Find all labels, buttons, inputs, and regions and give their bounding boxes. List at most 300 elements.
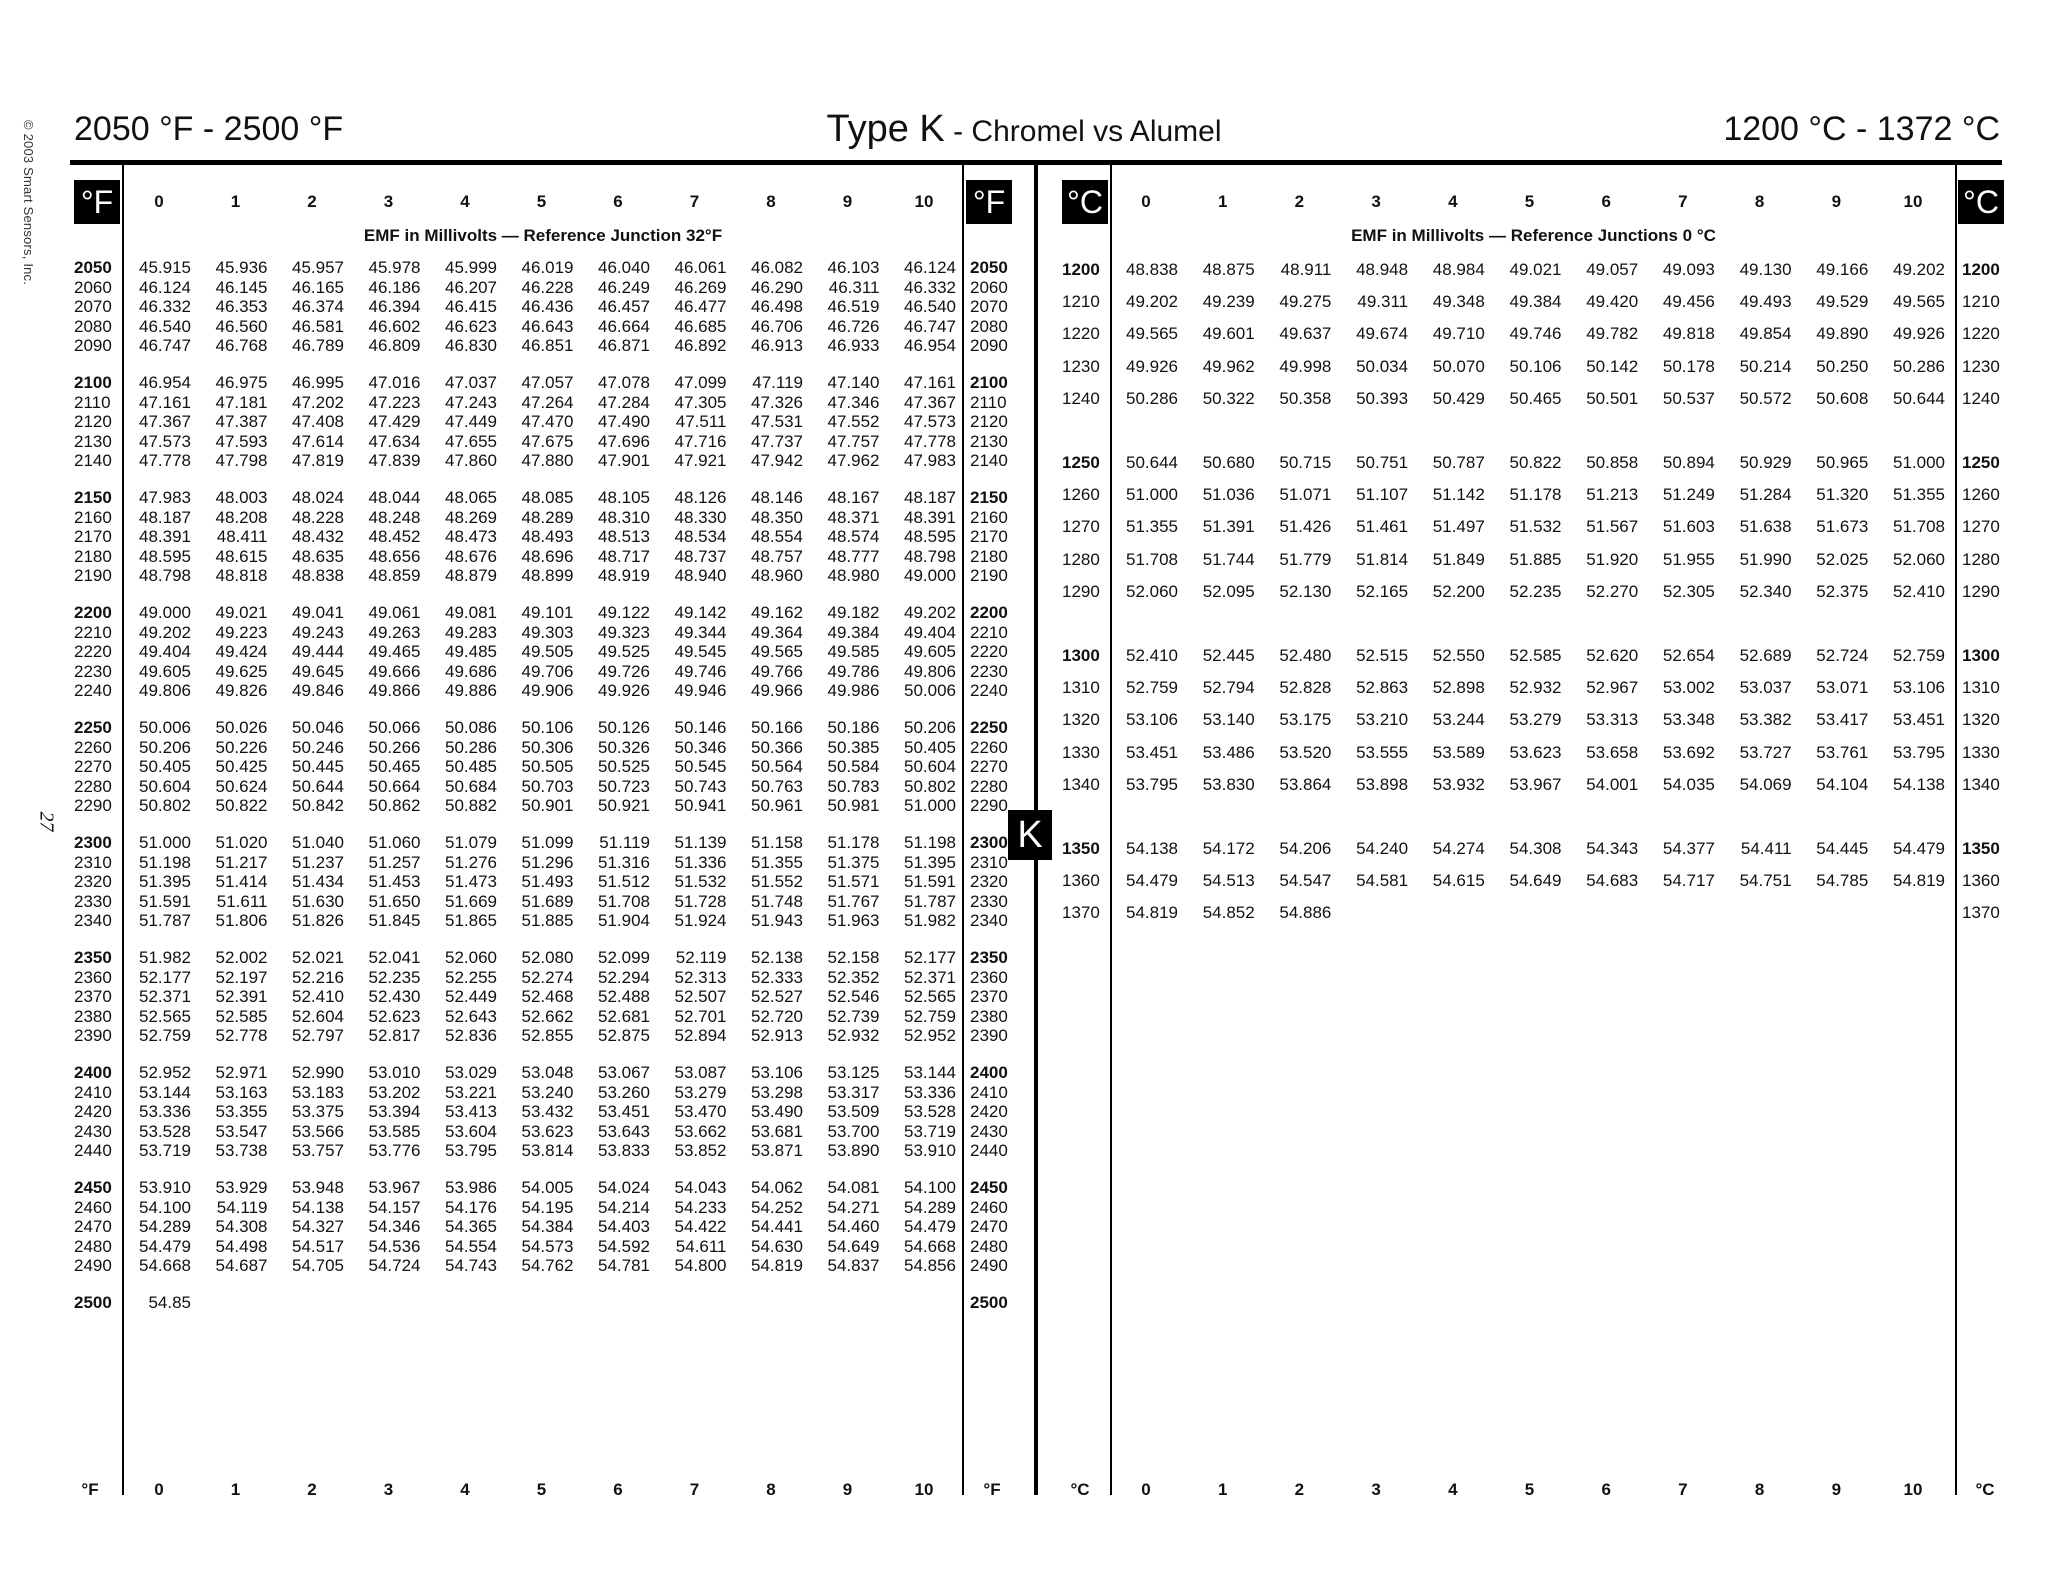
f-data-cell: 47.716	[674, 431, 727, 451]
f-row-label-left: 2270	[74, 757, 112, 777]
c-column-header: 7	[1678, 192, 1688, 211]
f-row-label-right: 2280	[970, 776, 1008, 796]
f-data-cell: 50.266	[368, 737, 421, 757]
c-data-cell: 50.787	[1432, 453, 1485, 472]
f-column-footer: 10	[914, 1480, 934, 1499]
fahrenheit-range-title: 2050 °F - 2500 °F	[74, 110, 344, 148]
f-data-cell: 50.405	[904, 737, 956, 757]
f-data-cell: 52.952	[904, 1026, 956, 1046]
f-data-cell: 47.593	[215, 431, 268, 451]
c-data-cell: 51.426	[1279, 517, 1332, 537]
f-data-cell: 48.432	[292, 527, 344, 547]
f-data-cell: 54.705	[292, 1256, 344, 1276]
f-data-cell: 49.000	[904, 566, 956, 586]
c-data-cell: 52.200	[1432, 581, 1485, 601]
f-data-cell: 46.623	[445, 316, 497, 336]
f-data-cell: 51.552	[751, 872, 803, 892]
c-column-footer: 4	[1448, 1480, 1458, 1499]
f-data-cell: 47.181	[215, 392, 268, 412]
c-row-label-right: 1200	[1962, 260, 2000, 279]
f-data-cell: 54.649	[827, 1236, 880, 1256]
f-data-cell: 53.144	[139, 1082, 191, 1102]
c-data-cell: 54.785	[1816, 871, 1869, 891]
f-data-cell: 53.221	[445, 1082, 497, 1102]
f-row-label-right: 2300	[970, 833, 1008, 852]
f-data-cell: 54.479	[904, 1217, 956, 1237]
c-data-cell: 53.692	[1662, 742, 1715, 762]
c-data-cell: 49.275	[1279, 292, 1332, 312]
f-data-cell: 48.452	[368, 527, 421, 547]
f-data-cell: 53.336	[904, 1082, 956, 1102]
f-row-label-left: 2460	[74, 1197, 112, 1217]
c-data-cell: 54.479	[1126, 871, 1178, 891]
f-data-cell: 46.477	[674, 297, 727, 317]
f-data-cell: 47.490	[598, 412, 650, 432]
f-data-cell: 54.327	[292, 1217, 344, 1237]
f-data-cell: 48.350	[751, 507, 803, 527]
f-data-cell: 51.079	[445, 833, 497, 852]
f-data-cell: 50.545	[674, 757, 727, 777]
f-data-cell: 52.177	[139, 967, 191, 987]
c-row-label-right: 1300	[1962, 646, 2000, 665]
f-data-cell: 46.124	[139, 277, 191, 297]
c-column-footer: 9	[1831, 1480, 1842, 1499]
c-data-cell: 49.021	[1509, 260, 1562, 279]
f-data-cell: 53.240	[521, 1082, 574, 1102]
c-data-cell: 51.249	[1662, 485, 1715, 505]
f-data-cell: 52.797	[292, 1026, 344, 1046]
f-data-cell: 54.214	[598, 1197, 650, 1217]
f-data-cell: 46.995	[292, 373, 344, 392]
f-data-cell: 51.178	[827, 833, 880, 852]
fahrenheit-footer-right: °F	[983, 1480, 1001, 1499]
f-data-cell: 46.768	[215, 336, 268, 356]
f-data-cell: 47.511	[675, 412, 727, 432]
c-data-cell: 50.034	[1356, 356, 1409, 376]
c-data-cell: 54.377	[1662, 839, 1715, 858]
c-row-label-right: 1220	[1962, 324, 2000, 344]
f-data-cell: 49.485	[445, 642, 497, 662]
f-data-cell: 52.681	[598, 1006, 650, 1026]
f-data-cell: 48.310	[598, 507, 650, 527]
c-data-cell: 51.779	[1279, 549, 1332, 569]
f-data-cell: 49.585	[827, 642, 880, 662]
f-data-cell: 49.986	[827, 681, 880, 701]
c-data-cell: 50.142	[1586, 356, 1639, 376]
f-row-label-right: 2260	[970, 737, 1008, 757]
f-data-cell: 50.006	[139, 718, 191, 737]
f-data-cell: 52.430	[368, 987, 421, 1007]
c-column-header: 3	[1371, 192, 1381, 211]
f-data-cell: 49.906	[521, 681, 574, 701]
c-row-label-right: 1330	[1962, 742, 2000, 762]
c-data-cell: 53.864	[1279, 774, 1332, 794]
c-column-footer: 0	[1141, 1480, 1151, 1499]
f-column-header: 2	[307, 192, 317, 211]
c-data-cell: 49.420	[1586, 292, 1639, 312]
f-data-cell: 54.043	[674, 1178, 727, 1197]
c-data-cell: 50.358	[1279, 388, 1332, 408]
f-row-label-left: 2100	[74, 373, 112, 392]
f-data-cell: 51.708	[598, 891, 650, 911]
f-data-cell: 51.512	[598, 872, 650, 892]
f-data-cell: 51.119	[599, 833, 650, 852]
f-row-label-right: 2450	[970, 1178, 1008, 1197]
f-data-cell: 48.595	[904, 527, 956, 547]
f-data-cell: 53.662	[674, 1121, 727, 1141]
f-data-cell: 51.728	[674, 891, 727, 911]
f-row-label-left: 2350	[74, 948, 112, 967]
f-data-cell: 48.757	[751, 546, 803, 566]
f-data-cell: 47.921	[674, 451, 727, 471]
f-data-cell: 48.676	[445, 546, 497, 566]
f-data-cell: 53.948	[292, 1178, 344, 1197]
c-row-label-left: 1200	[1062, 260, 1100, 279]
f-data-cell: 50.385	[827, 737, 880, 757]
f-data-cell: 51.473	[445, 872, 497, 892]
f-data-cell: 51.336	[674, 852, 727, 872]
f-data-cell: 46.933	[827, 336, 880, 356]
c-data-cell: 51.567	[1586, 517, 1639, 537]
f-data-cell: 53.490	[751, 1102, 803, 1122]
c-row-label-right: 1230	[1962, 356, 2000, 376]
f-data-cell: 48.289	[521, 507, 574, 527]
f-row-label-right: 2410	[970, 1082, 1008, 1102]
c-data-cell: 49.202	[1126, 292, 1178, 312]
f-data-cell: 49.686	[445, 661, 497, 681]
f-data-cell: 50.146	[674, 718, 727, 737]
f-data-cell: 47.983	[904, 451, 956, 471]
f-data-cell: 48.371	[827, 507, 880, 527]
c-row-label-right: 1290	[1962, 581, 2000, 601]
c-data-cell: 49.674	[1356, 324, 1409, 344]
c-data-cell: 52.967	[1586, 678, 1639, 698]
f-data-cell: 48.146	[751, 488, 803, 507]
f-column-footer: 4	[460, 1480, 470, 1499]
f-row-label-right: 2110	[970, 392, 1007, 412]
c-data-cell: 50.715	[1279, 453, 1332, 472]
c-column-header: 8	[1754, 192, 1765, 211]
f-row-label-right: 2350	[970, 948, 1008, 967]
c-data-cell: 52.340	[1739, 581, 1792, 601]
f-data-cell: 46.830	[445, 336, 497, 356]
c-data-cell: 49.384	[1509, 292, 1562, 312]
f-data-cell: 50.882	[445, 796, 497, 816]
f-data-cell: 46.954	[904, 336, 956, 356]
f-data-cell: 47.880	[521, 451, 574, 471]
c-data-cell: 54.138	[1893, 774, 1945, 794]
f-row-label-left: 2450	[74, 1178, 112, 1197]
fahrenheit-badge-right: °F	[966, 180, 1012, 224]
f-data-cell: 53.585	[368, 1121, 421, 1141]
f-data-cell: 53.910	[904, 1141, 956, 1161]
c-data-cell: 49.166	[1816, 260, 1869, 279]
f-row-label-right: 2310	[970, 852, 1008, 872]
f-data-cell: 46.249	[598, 277, 650, 297]
f-data-cell: 54.724	[368, 1256, 421, 1276]
f-data-cell: 52.952	[139, 1063, 191, 1082]
fahrenheit-footer-left: °F	[81, 1480, 99, 1499]
f-row-label-right: 2230	[970, 661, 1008, 681]
c-row-label-left: 1340	[1062, 774, 1100, 794]
f-data-cell: 47.119	[752, 373, 803, 392]
f-column-footer: 7	[689, 1480, 700, 1499]
c-data-cell: 48.948	[1356, 260, 1409, 279]
f-row-label-left: 2390	[74, 1026, 112, 1046]
f-row-label-left: 2250	[74, 718, 112, 737]
f-data-cell: 48.899	[521, 566, 574, 586]
f-data-cell: 46.165	[292, 277, 344, 297]
f-row-label-left: 2050	[74, 258, 112, 277]
c-row-label-left: 1240	[1062, 388, 1100, 408]
f-data-cell: 48.187	[904, 488, 956, 507]
c-data-cell: 52.410	[1126, 646, 1178, 665]
f-data-cell: 48.105	[598, 488, 650, 507]
f-data-cell: 52.158	[827, 948, 880, 967]
f-row-label-left: 2490	[74, 1256, 112, 1276]
f-row-label-right: 2460	[970, 1197, 1008, 1217]
f-data-cell: 47.037	[445, 373, 497, 392]
f-data-cell: 51.787	[904, 891, 956, 911]
f-data-cell: 48.126	[674, 488, 727, 507]
f-data-cell: 54.611	[675, 1236, 727, 1256]
f-data-cell: 52.099	[598, 948, 650, 967]
f-row-label-right: 2340	[970, 911, 1008, 931]
c-data-cell: 53.658	[1586, 742, 1639, 762]
f-data-cell: 47.737	[751, 431, 803, 451]
f-data-cell: 46.082	[751, 258, 803, 277]
f-data-cell: 50.525	[598, 757, 650, 777]
f-data-cell: 49.726	[598, 661, 650, 681]
f-data-cell: 52.913	[751, 1026, 803, 1046]
f-data-cell: 46.103	[827, 258, 880, 277]
f-data-cell: 46.975	[215, 373, 268, 392]
c-data-cell: 49.529	[1816, 292, 1869, 312]
f-data-cell: 46.602	[368, 316, 421, 336]
c-data-cell: 51.107	[1356, 485, 1409, 505]
f-data-cell: 47.223	[368, 392, 421, 412]
f-data-cell: 51.198	[904, 833, 956, 852]
f-data-cell: 52.932	[827, 1026, 880, 1046]
f-data-cell: 52.138	[751, 948, 803, 967]
f-data-cell: 49.283	[445, 622, 497, 642]
c-data-cell: 48.984	[1432, 260, 1485, 279]
f-data-cell: 50.604	[139, 776, 191, 796]
f-column-header: 8	[766, 192, 776, 211]
c-column-header: 4	[1448, 192, 1458, 211]
f-data-cell: 48.777	[827, 546, 880, 566]
f-data-cell: 48.717	[598, 546, 650, 566]
c-data-cell: 51.497	[1432, 517, 1485, 537]
f-data-cell: 48.085	[521, 488, 574, 507]
f-data-cell: 50.306	[521, 737, 574, 757]
f-data-cell: 49.786	[827, 661, 880, 681]
c-row-label-right: 1280	[1962, 549, 2000, 569]
f-row-label-right: 2170	[970, 527, 1008, 547]
c-row-label-left: 1330	[1062, 742, 1100, 762]
c-column-header: 0	[1141, 192, 1151, 211]
f-data-cell: 47.942	[751, 451, 803, 471]
f-data-cell: 48.208	[215, 507, 268, 527]
c-data-cell: 52.130	[1279, 581, 1332, 601]
f-data-cell: 47.573	[139, 431, 191, 451]
f-data-cell: 53.757	[292, 1141, 344, 1161]
f-row-label-right: 2150	[970, 488, 1008, 507]
c-column-footer: 8	[1754, 1480, 1765, 1499]
f-data-cell: 52.021	[292, 948, 344, 967]
f-data-cell: 53.202	[368, 1082, 421, 1102]
f-data-cell: 48.818	[215, 566, 268, 586]
c-data-cell: 49.311	[1357, 292, 1409, 312]
c-data-cell: 54.069	[1739, 774, 1792, 794]
f-row-label-right: 2220	[970, 642, 1008, 662]
f-data-cell: 48.024	[292, 488, 344, 507]
f-data-cell: 46.685	[674, 316, 727, 336]
f-data-cell: 48.065	[445, 488, 497, 507]
f-data-cell: 52.971	[215, 1063, 268, 1082]
c-data-cell: 52.932	[1509, 678, 1562, 698]
f-data-cell: 48.534	[674, 527, 727, 547]
c-data-cell: 52.863	[1356, 678, 1409, 698]
f-data-cell: 47.531	[751, 412, 803, 432]
f-data-cell: 51.826	[292, 911, 344, 931]
f-data-cell: 54.668	[139, 1256, 191, 1276]
f-data-cell: 46.581	[292, 316, 344, 336]
f-data-cell: 53.010	[368, 1063, 421, 1082]
f-column-header: 4	[460, 192, 470, 211]
f-data-cell: 53.643	[598, 1121, 650, 1141]
f-data-cell: 51.000	[139, 833, 191, 852]
c-data-cell: 50.250	[1816, 356, 1869, 376]
f-data-cell: 47.798	[215, 451, 268, 471]
f-row-label-left: 2200	[74, 603, 112, 622]
f-data-cell: 52.604	[292, 1006, 344, 1026]
c-data-cell: 51.673	[1816, 517, 1869, 537]
f-data-cell: 54.252	[751, 1197, 803, 1217]
f-data-cell: 52.565	[904, 987, 956, 1007]
f-row-label-left: 2310	[74, 852, 112, 872]
f-data-cell: 50.783	[827, 776, 880, 796]
c-data-cell: 50.178	[1662, 356, 1715, 376]
f-data-cell: 46.040	[598, 258, 650, 277]
c-row-label-left: 1310	[1062, 678, 1100, 698]
f-data-cell: 47.346	[827, 392, 880, 412]
f-data-cell: 51.611	[216, 891, 268, 911]
f-data-cell: 48.187	[139, 507, 191, 527]
c-data-cell: 54.886	[1279, 903, 1332, 923]
f-data-cell: 54.176	[445, 1197, 497, 1217]
c-data-cell: 54.138	[1126, 839, 1178, 858]
f-data-cell: 52.488	[598, 987, 650, 1007]
f-data-cell: 48.656	[368, 546, 421, 566]
title-main: Type K	[826, 108, 945, 150]
f-data-cell: 50.066	[368, 718, 421, 737]
f-data-cell: 49.404	[904, 622, 956, 642]
f-data-cell: 51.375	[827, 852, 880, 872]
f-data-cell: 50.802	[139, 796, 191, 816]
f-column-header: 5	[536, 192, 547, 211]
c-data-cell: 50.858	[1586, 453, 1639, 472]
f-data-cell: 48.980	[827, 566, 880, 586]
c-data-cell: 52.235	[1509, 581, 1562, 601]
f-data-cell: 48.595	[139, 546, 191, 566]
c-data-cell: 52.410	[1893, 581, 1945, 601]
c-data-cell: 52.654	[1662, 646, 1715, 665]
f-data-cell: 46.540	[904, 297, 956, 317]
f-data-cell: 50.206	[139, 737, 191, 757]
f-data-cell: 51.943	[751, 911, 803, 931]
f-data-cell: 45.915	[139, 258, 191, 277]
f-data-cell: 50.644	[292, 776, 344, 796]
c-data-cell: 51.284	[1739, 485, 1792, 505]
c-data-cell: 52.759	[1126, 678, 1178, 698]
f-data-cell: 52.274	[521, 967, 574, 987]
f-column-header: 7	[689, 192, 700, 211]
c-data-cell: 54.819	[1126, 903, 1178, 923]
c-row-label-right: 1270	[1962, 517, 2000, 537]
c-data-cell: 51.213	[1586, 485, 1639, 505]
c-data-cell: 52.305	[1662, 581, 1715, 601]
f-data-cell: 47.449	[445, 412, 497, 432]
c-data-cell: 53.727	[1739, 742, 1792, 762]
f-data-cell: 46.809	[368, 336, 421, 356]
f-column-footer: 2	[307, 1480, 317, 1499]
f-data-cell: 53.509	[827, 1102, 880, 1122]
f-data-cell: 51.296	[521, 852, 574, 872]
c-column-footer: 10	[1903, 1480, 1923, 1499]
f-row-label-right: 2490	[970, 1256, 1008, 1276]
f-data-cell: 53.375	[292, 1102, 344, 1122]
f-data-cell: 50.664	[368, 776, 421, 796]
c-data-cell: 50.429	[1432, 388, 1485, 408]
f-data-cell: 46.290	[751, 277, 803, 297]
f-data-cell: 50.822	[215, 796, 268, 816]
f-data-cell: 50.046	[292, 718, 344, 737]
c-data-cell: 51.849	[1432, 549, 1485, 569]
f-data-cell: 50.346	[674, 737, 727, 757]
f-data-cell: 51.257	[368, 852, 421, 872]
f-data-cell: 47.284	[598, 392, 650, 412]
f-row-label-left: 2330	[74, 891, 112, 911]
f-data-cell: 46.954	[139, 373, 191, 392]
f-row-label-right: 2070	[970, 297, 1008, 317]
f-data-cell: 52.855	[521, 1026, 574, 1046]
c-data-cell: 54.547	[1279, 871, 1332, 891]
f-data-cell: 49.706	[521, 661, 574, 681]
f-data-cell: 51.316	[598, 852, 650, 872]
f-data-cell: 50.763	[751, 776, 803, 796]
c-data-cell: 49.926	[1893, 324, 1945, 344]
f-row-label-left: 2360	[74, 967, 112, 987]
c-data-cell: 53.037	[1739, 678, 1792, 698]
c-data-cell: 53.451	[1893, 710, 1945, 730]
f-data-cell: 47.367	[904, 392, 956, 412]
f-data-cell: 49.605	[139, 661, 191, 681]
celsius-badge-left: °C	[1062, 180, 1108, 224]
f-data-cell: 46.498	[751, 297, 803, 317]
c-data-cell: 50.106	[1509, 356, 1562, 376]
f-row-label-left: 2090	[74, 336, 112, 356]
f-data-cell: 51.020	[215, 833, 268, 852]
f-row-label-left: 2180	[74, 546, 112, 566]
thermocouple-type-badge: K	[1008, 810, 1052, 860]
f-data-cell: 54.365	[445, 1217, 497, 1237]
f-data-cell: 54.856	[904, 1256, 956, 1276]
f-data-cell: 52.060	[445, 948, 497, 967]
c-data-cell: 53.175	[1279, 710, 1332, 730]
f-data-cell: 49.122	[598, 603, 650, 622]
f-data-cell: 53.163	[215, 1082, 268, 1102]
